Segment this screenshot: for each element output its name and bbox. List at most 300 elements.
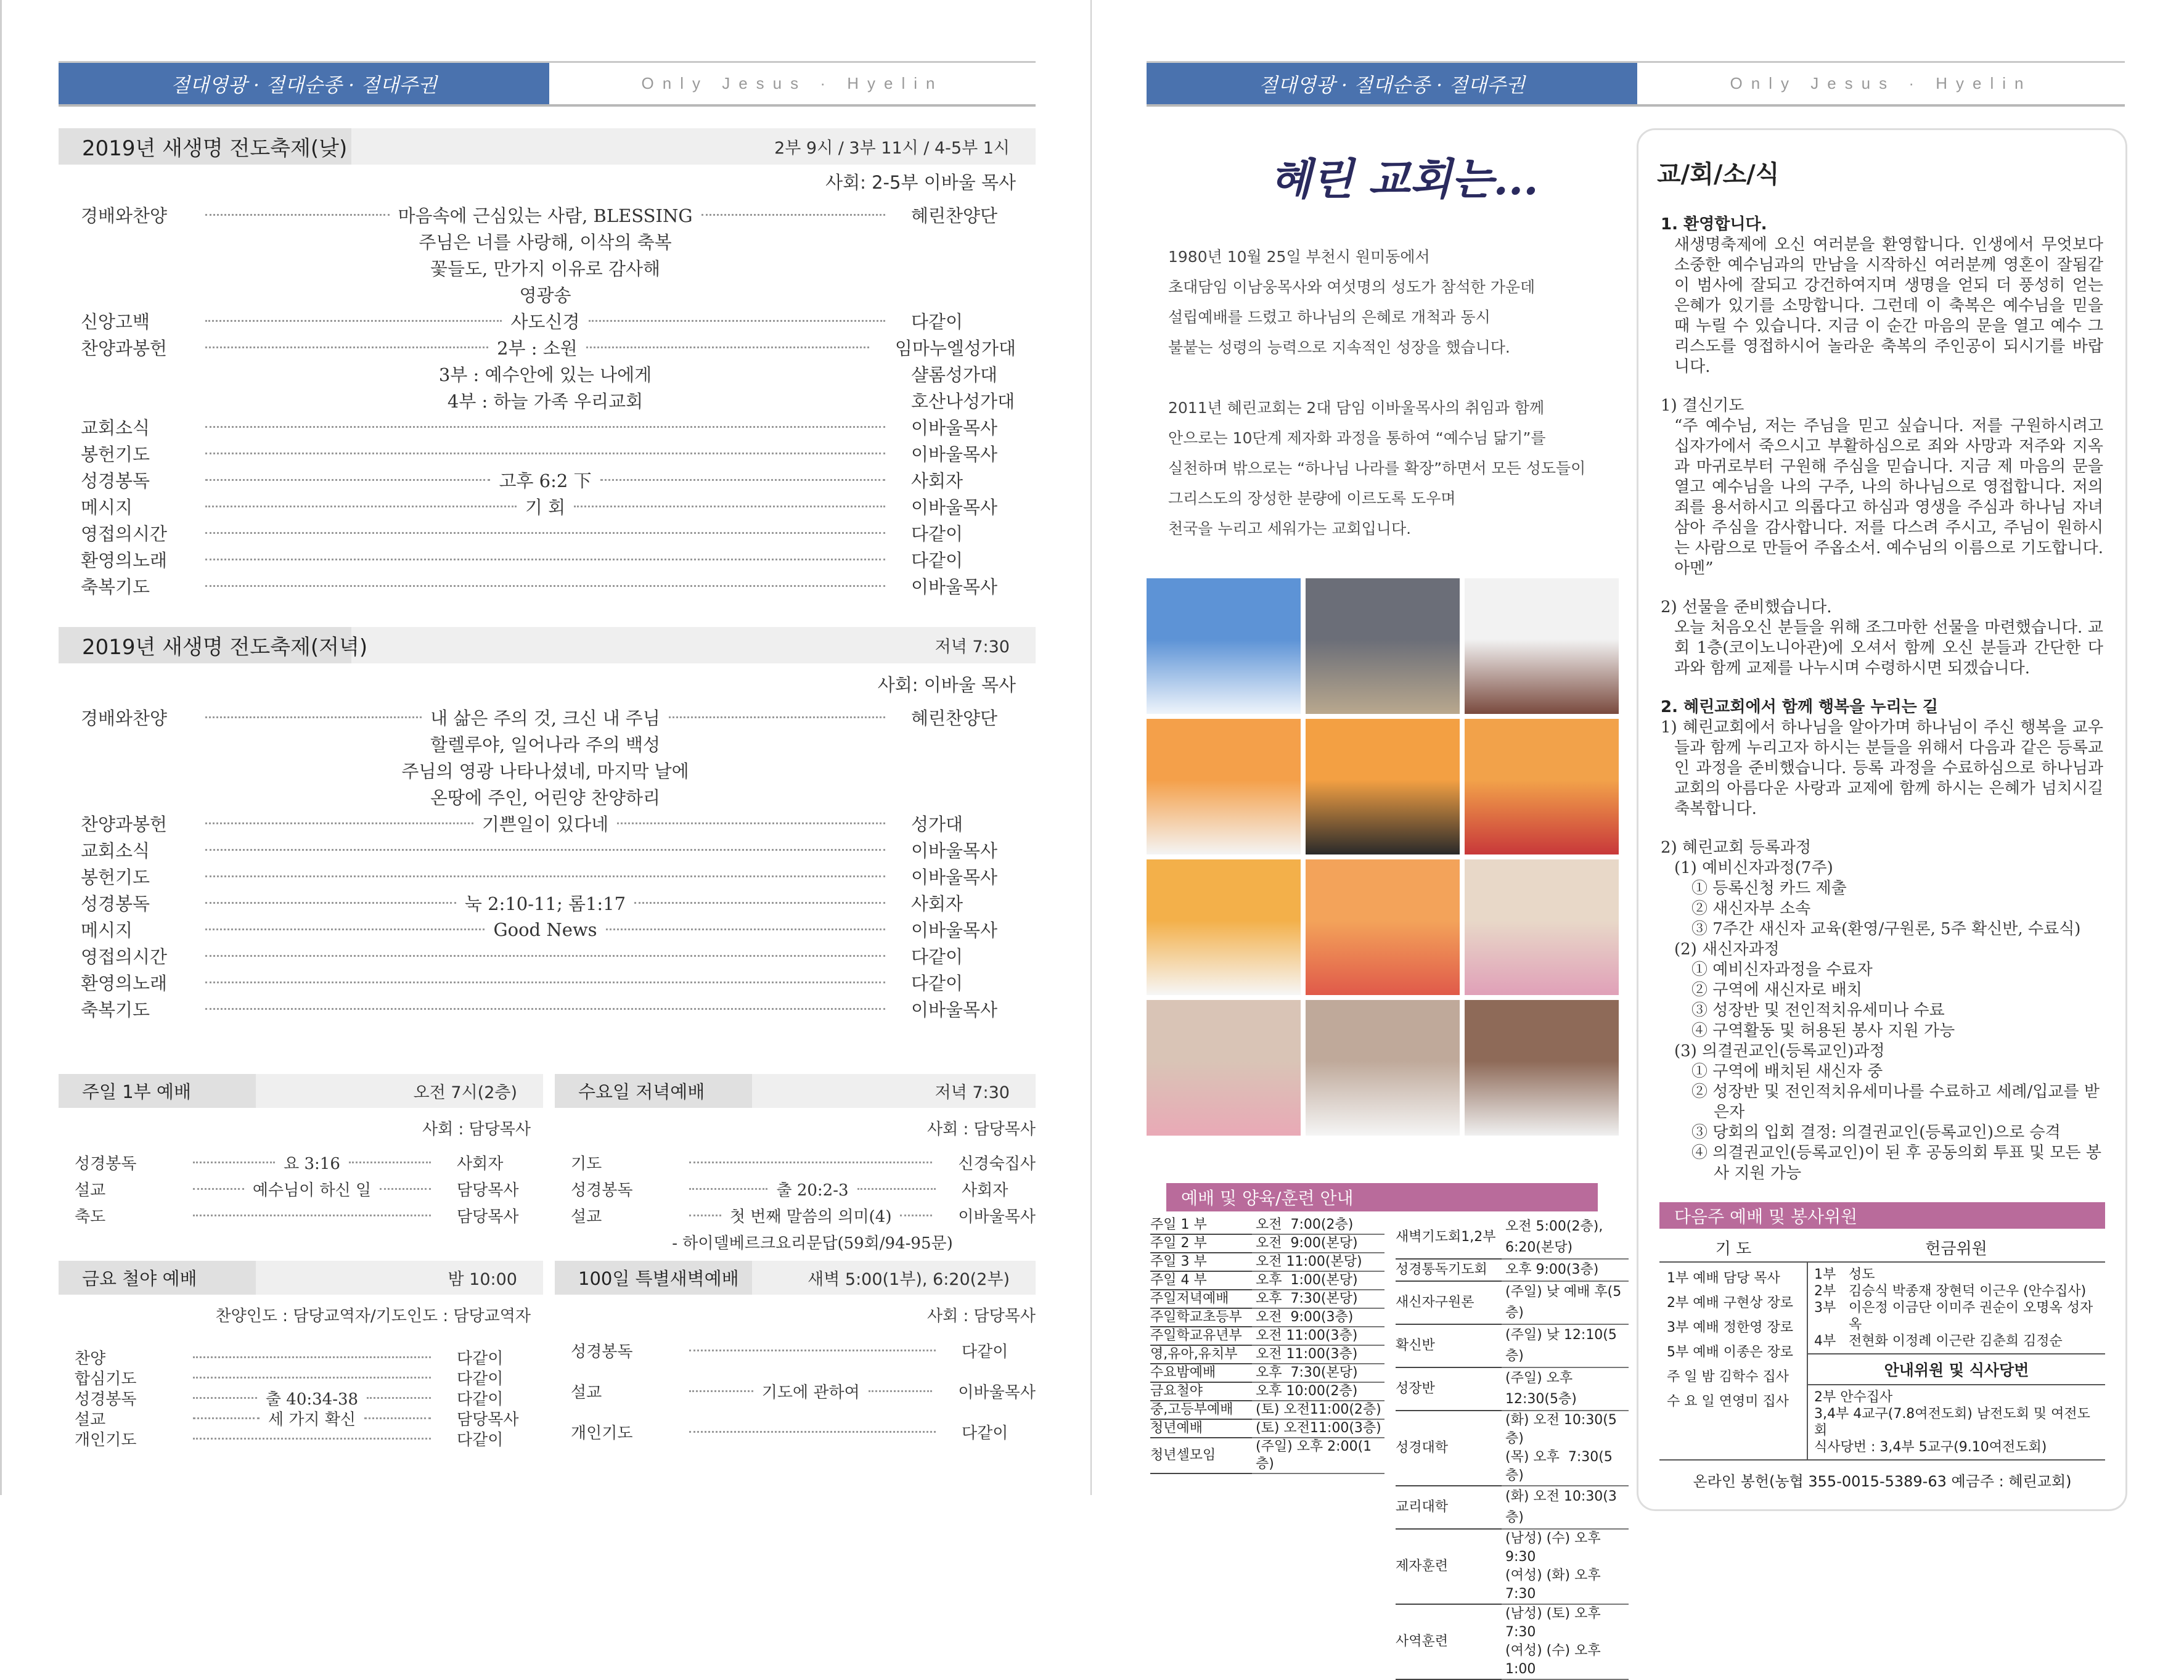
row-label: 봉헌기도: [81, 444, 150, 465]
host: 사회 : 담당목사: [927, 1307, 1036, 1326]
row-person: 사회자: [911, 470, 963, 491]
row-person: [911, 258, 1016, 279]
intro-line: 실천하며 밖으로는 “하나님 나라를 확장”하면서 모든 성도들이: [1168, 459, 1586, 477]
intro-line: 2011년 혜린교회는 2대 담임 이바울목사의 취임과 함께: [1168, 399, 1545, 417]
program-row: [75, 1202, 531, 1229]
row-content: 할렐루야, 일어나라 주의 백성: [430, 734, 661, 755]
photo-mother-daughter: [1147, 719, 1301, 854]
row-label: 찬양과봉헌: [81, 814, 168, 835]
row-person: 다같이: [911, 311, 963, 332]
leader-dots: [869, 1390, 933, 1392]
host: 찬양인도 : 담당교역자/기도인도 : 담당교역자: [215, 1307, 531, 1326]
program-row: [81, 943, 1016, 969]
course-step: ③ 성장반 및 전인적치유세미나 수료: [1691, 1001, 1945, 1020]
schedule-time: (여성) (화) 오후 7:30: [1505, 1568, 1605, 1602]
schedule-box: [1150, 1183, 1629, 1680]
row-label: 축도: [75, 1208, 106, 1226]
schedule-row: [1396, 1605, 1629, 1680]
schedule-row: [1396, 1530, 1629, 1605]
row-label: 설교: [75, 1181, 106, 1200]
schedule-row: [1396, 1411, 1629, 1486]
schedule-name: 주일 2 부: [1150, 1235, 1252, 1253]
row-person: [911, 734, 1016, 755]
row-content: 온땅에 주인, 어린양 찬양하리: [430, 787, 661, 808]
schedule-time: (토) 오전11:00(2층): [1256, 1402, 1381, 1417]
section-title: 100일 특별새벽예배: [555, 1261, 752, 1295]
row-person: 다같이: [457, 1370, 504, 1388]
motto: 절대영광 · 절대순종 · 절대주권: [1147, 63, 1637, 104]
usher-list: [1807, 1385, 2105, 1460]
row-person: 이바울목사: [911, 999, 998, 1020]
program-row: [81, 334, 1016, 361]
row-label: 메시지: [81, 920, 133, 941]
program-row: [571, 1202, 1036, 1229]
program-row: [75, 1367, 531, 1388]
offering-row: [1814, 1333, 2099, 1350]
prayer-list: [1659, 1262, 1807, 1460]
schedule-name: 새벽기도회1,2부: [1396, 1216, 1502, 1260]
row-label: 경배와찬양: [81, 205, 168, 226]
schedule-name: 주일 3 부: [1150, 1253, 1252, 1272]
schedule-name: 주일저녁예배: [1150, 1290, 1252, 1309]
schedule-name: 청년예배: [1150, 1420, 1252, 1438]
row-person: 이바울목사: [958, 1208, 1036, 1226]
row-label: 설교: [75, 1411, 106, 1429]
leader-dots: [193, 1377, 431, 1379]
leader-dots: [205, 346, 488, 348]
row-content: 마음속에 근심있는 사람, BLESSING: [398, 205, 693, 226]
leader-dots: [701, 214, 886, 216]
row-content: Good News: [493, 919, 597, 940]
program-row: [571, 1176, 1036, 1202]
section-bar: [555, 1261, 1036, 1295]
news-sub1-heading: 1) 결신기도: [1661, 396, 1744, 415]
program-row: [81, 414, 1016, 440]
row-label: 영접의시간: [81, 523, 168, 544]
photo-family: [1465, 719, 1619, 854]
row-person: 이바울목사: [911, 417, 998, 438]
row-person: 담당목사: [457, 1181, 519, 1200]
program-row: [75, 1428, 531, 1449]
row-label: 성경봉독: [81, 893, 150, 914]
program-row: [81, 996, 1016, 1022]
schedule-name: 금요철야: [1150, 1383, 1252, 1401]
course-heading: (1) 예비신자과정(7주): [1674, 859, 1833, 877]
section-title: 2019년 새생명 전도축제(저녁): [59, 627, 351, 663]
row-label: 기도: [571, 1155, 602, 1173]
row-person: [911, 760, 1016, 781]
course-step: ① 구역에 배치된 새신자 중: [1691, 1062, 1883, 1081]
schedule-time: (목) 오후 7:30(5층): [1505, 1449, 1613, 1483]
section-time: 저녁 7:30: [935, 637, 1010, 657]
prayer-assignee: 수 요 일 연영미 집사: [1667, 1394, 1789, 1409]
leader-dots: [689, 1215, 721, 1216]
program-row: [571, 1411, 1036, 1452]
row-label: 영접의시간: [81, 946, 168, 967]
page-edge: [0, 0, 2, 1495]
row-person: 임마누엘성가대: [894, 338, 1016, 359]
tagline: Only Jesus · Hyelin: [641, 74, 944, 92]
left-header: [59, 61, 1036, 107]
schedule-time: 오후 10:00(2층): [1256, 1383, 1358, 1399]
leader-dots: [205, 1008, 885, 1010]
photo-woman-girl: [1306, 719, 1460, 854]
friday-service: [59, 1261, 543, 1449]
section-time: 저녁 7:30: [935, 1083, 1010, 1102]
wednesday-service: [555, 1074, 1036, 1255]
row-person: 사회자: [962, 1181, 1008, 1200]
schedule-time: (여성) (수) 오후 1:00: [1505, 1643, 1605, 1677]
schedule-time: (주일) 낮 12:10(5층): [1505, 1327, 1617, 1364]
row-label: 합심기도: [75, 1370, 137, 1388]
photo-praise-2: [1306, 1000, 1460, 1136]
schedule-row: [1150, 1235, 1384, 1253]
row-label: [81, 231, 179, 252]
leader-dots: [689, 1431, 936, 1433]
row-label: 환영의노래: [81, 973, 168, 994]
row-label: 개인기도: [571, 1424, 633, 1443]
course-step: ③ 당회의 입회 결정: 의결권교인(등록교인)으로 승격: [1691, 1123, 2061, 1142]
offering-heading: 헌금위원: [1925, 1240, 1987, 1258]
program-row: [81, 493, 1016, 520]
leader-dots: [380, 1188, 431, 1190]
row-person: 이바울목사: [911, 867, 998, 888]
row-person: 다같이: [457, 1390, 504, 1409]
program-row: [571, 1330, 1036, 1371]
offering-names: 전현화 이정례 이근란 김춘희 김정순: [1849, 1334, 2063, 1349]
program-row: [81, 546, 1016, 573]
program-row: [81, 255, 1016, 281]
prayer-assignee: 5부 예배 이종은 장로: [1667, 1345, 1793, 1360]
schedule-row: [1150, 1216, 1384, 1235]
program-row: [81, 784, 1016, 810]
leader-dots: [193, 1215, 431, 1216]
course-step: ② 새신자부 소속: [1691, 899, 1811, 918]
leader-dots: [857, 1188, 936, 1190]
intro-line: 천국을 누리고 세워가는 교회입니다.: [1168, 520, 1412, 538]
section-bar: [59, 128, 1036, 165]
row-label: [81, 258, 179, 279]
row-label: 성경봉독: [571, 1181, 633, 1200]
program-row: [75, 1149, 531, 1176]
leader-dots: [205, 559, 885, 560]
offering-row: [1814, 1283, 2099, 1300]
row-person: 이바울목사: [911, 920, 998, 941]
leader-dots: [193, 1188, 244, 1190]
news-sub2-heading: 2) 선물을 준비했습니다.: [1661, 598, 1832, 617]
row-content: 4부 : 하늘 가족 우리교회: [447, 391, 644, 412]
row-person: [911, 787, 1016, 808]
program-row: [81, 228, 1016, 255]
usher-line: 3,4부 4교구(7.8여전도회) 남전도회 및 여전도회: [1814, 1406, 2090, 1438]
program-row: [81, 837, 1016, 863]
row-label: 환영의노래: [81, 550, 168, 571]
row-label: [81, 787, 179, 808]
row-label: [81, 390, 179, 411]
schedule-time: (주일) 오후 12:30(5층): [1505, 1371, 1577, 1407]
leader-dots: [205, 453, 885, 454]
leader-dots: [689, 1188, 767, 1190]
intro-line: 안으로는 10단계 제자화 과정을 통하여 “예수님 닮기”를: [1168, 429, 1546, 447]
host: 사회 : 담당목사: [422, 1120, 531, 1139]
schedule-time: (남성) (수) 오후 9:30: [1505, 1531, 1605, 1565]
row-person: 사회자: [457, 1155, 504, 1173]
row-label: 성경봉독: [75, 1390, 137, 1409]
program-row: [81, 467, 1016, 493]
leader-dots: [205, 822, 473, 824]
schedule-name: 새신자구원론: [1396, 1282, 1502, 1325]
photo-grid: [1147, 578, 1619, 1136]
row-label: 찬양: [75, 1350, 106, 1368]
row-label: 봉헌기도: [81, 867, 150, 888]
row-person: 다같이: [457, 1350, 504, 1368]
prayer-assignee: 1부 예배 담당 목사: [1667, 1271, 1780, 1286]
leader-dots: [205, 902, 456, 904]
section-time: 오전 7시(2층): [413, 1083, 517, 1102]
course-step: ② 구역에 새신자로 배치: [1691, 981, 1862, 999]
schedule-name: 교리대학: [1396, 1486, 1502, 1530]
program-row: [81, 731, 1016, 757]
schedule-name: 주일학교초등부: [1150, 1309, 1252, 1327]
offering-part: 4부: [1814, 1334, 1836, 1349]
course-step: ① 등록신청 카드 제출: [1691, 879, 1847, 898]
schedule-name: 사역훈련: [1396, 1605, 1502, 1680]
section-bar: [555, 1074, 1036, 1108]
leader-dots: [205, 214, 390, 216]
row-label: 메시지: [81, 497, 133, 518]
schedule-row: [1150, 1309, 1384, 1327]
schedule-name: 주일학교유년부: [1150, 1327, 1252, 1346]
row-person: 이바울목사: [911, 444, 998, 465]
row-person: 이바울목사: [911, 840, 998, 861]
row-person: 혜린찬양단: [911, 205, 998, 226]
prayer-assignee: 3부 예배 정한영 장로: [1667, 1320, 1793, 1335]
section-time: 밤 10:00: [448, 1270, 517, 1289]
program-row: [571, 1371, 1036, 1411]
offering-names: 이은정 이금단 이미주 권순이 오명옥 성자옥: [1849, 1300, 2093, 1332]
schedule-time: 오전 7:00(2층): [1256, 1217, 1354, 1232]
schedule-time: 오후 7:30(본당): [1256, 1365, 1358, 1380]
schedule-name: 수요밤예배: [1150, 1364, 1252, 1383]
section-title: 수요일 저녁예배: [555, 1074, 752, 1108]
section-title: 금요 철야 예배: [59, 1261, 256, 1295]
row-person: 이바울목사: [958, 1383, 1036, 1402]
row-label: 성경봉독: [75, 1155, 137, 1173]
leader-dots: [205, 585, 885, 587]
intro-line: 설립예배를 드렸고 하나님의 은혜로 개척과 동시: [1168, 308, 1491, 326]
photo-white-choir: [1147, 859, 1301, 995]
row-label: 교회소식: [81, 417, 150, 438]
row-content: 요 3:16: [284, 1155, 340, 1173]
leader-dots: [205, 426, 885, 428]
schedule-time: 오전 5:00(2층), 6:20(본당): [1505, 1219, 1608, 1255]
row-label: 교회소식: [81, 840, 150, 861]
next-week-box: [1659, 1184, 2105, 1491]
photo-sermon: [1306, 578, 1460, 714]
schedule-row: [1150, 1290, 1384, 1309]
leader-dots: [589, 320, 885, 322]
section-time: 새벽 5:00(1부), 6:20(2부): [808, 1270, 1010, 1289]
program-row: [81, 916, 1016, 943]
photo-church-building: [1147, 578, 1301, 714]
leader-dots: [193, 1356, 431, 1358]
program-row: [81, 361, 1016, 387]
news-courses-heading: 2) 혜린교회 등록과정: [1661, 838, 1812, 857]
schedule-time: (토) 오전11:00(3층): [1256, 1420, 1381, 1436]
schedule-title: 예배 및 양육/훈련 안내: [1166, 1183, 1598, 1211]
row-content: 꽃들도, 만가지 이유로 감사해: [430, 258, 661, 279]
schedule-row: [1150, 1401, 1384, 1420]
row-person: 혜린찬양단: [911, 708, 998, 729]
schedule-name: 확신반: [1396, 1325, 1502, 1368]
row-content: 첫 번째 말씀의 의미(4): [729, 1208, 892, 1226]
leader-dots: [367, 1397, 431, 1399]
intro-line: 그리스도의 장성한 분량에 이르도록 도우며: [1168, 490, 1456, 507]
schedule-name: 중,고등부예배: [1150, 1401, 1252, 1420]
row-person: 다같이: [911, 946, 963, 967]
row-label: 경배와찬양: [81, 708, 168, 729]
row-person: 다같이: [457, 1431, 504, 1449]
photo-pink-youth: [1465, 859, 1619, 995]
schedule-row: [1396, 1486, 1629, 1530]
schedule-name: 성경통독기도회: [1396, 1260, 1502, 1282]
row-content: 기 회: [525, 497, 566, 518]
row-label: 찬양과봉헌: [81, 338, 168, 359]
offering-part: 2부: [1814, 1284, 1836, 1299]
offering-names: 김승식 박종재 장현덕 이근우 (안수집사): [1849, 1284, 2087, 1299]
online-offering: 온라인 봉헌(농협 355-0015-5389-63 예금주 : 혜린교회): [1693, 1473, 2072, 1490]
leader-dots: [586, 346, 869, 348]
schedule-row: [1396, 1325, 1629, 1368]
offering-part: 1부: [1814, 1267, 1836, 1282]
program-row: [81, 520, 1016, 546]
leader-dots: [689, 1390, 753, 1392]
leader-dots: [205, 928, 485, 930]
program-row: [81, 281, 1016, 308]
row-person: 담당목사: [457, 1208, 519, 1226]
program-row: [571, 1229, 1036, 1255]
schedule-row: [1396, 1216, 1629, 1260]
section-bar: [59, 1261, 543, 1295]
leader-dots: [205, 320, 502, 322]
program-row: [81, 890, 1016, 916]
leader-dots: [205, 849, 885, 851]
row-person: 다같이: [911, 550, 963, 571]
usher-heading: 안내위원 및 식사당번: [1807, 1354, 2105, 1385]
program-row: [81, 202, 1016, 228]
row-person: [911, 284, 1016, 305]
row-person: 다같이: [962, 1342, 1008, 1361]
course-step: ③ 7주간 새신자 교육(환영/구원론, 5주 확신반, 수료식): [1691, 920, 2081, 938]
course-step: ① 예비신자과정을 수료자: [1691, 961, 1873, 979]
news-s1-text: 새생명축제에 오신 여러분을 환영합니다. 인생에서 무엇보다 소중한 예수님과의 만남을 시작하신 여러분께 영혼이 잘됨같이 범사에 잘되고 강건하여지며 생명을 얻되 더 풍성히 얻는 은혜가 있기를 소망합니다. 그런데 이 축복은 예수님을 믿을 때 누릴 수 있습니다. 지금 이 순간 마음의 문을 열고 예수 그리스도를 영접하시어 놀라운 축복의 주인공이 되시기를 바랍니다.: [1674, 236, 2103, 376]
row-content: 예수님이 하신 일: [252, 1181, 372, 1200]
section-title: 주일 1부 예배: [59, 1074, 256, 1108]
day-festival-section: [59, 128, 1036, 599]
program-row: [571, 1149, 1036, 1176]
leader-dots: [574, 506, 885, 507]
leader-dots: [205, 532, 885, 534]
leader-dots: [205, 479, 490, 481]
course-heading: (3) 의결권교인(등록교인)과정: [1674, 1042, 1885, 1060]
row-content: - 하이델베르크요리문답(59회/94-95문): [672, 1234, 953, 1253]
schedule-row: [1396, 1368, 1629, 1411]
host: 사회: 이바울 목사: [877, 674, 1016, 695]
program-row: [75, 1388, 531, 1408]
row-person: 사회자: [911, 893, 963, 914]
leader-dots: [689, 1350, 936, 1351]
program-row: [81, 573, 1016, 599]
row-label: [571, 1233, 663, 1252]
schedule-row: [1150, 1383, 1384, 1401]
photo-choir: [1465, 578, 1619, 714]
schedule-time: 오전 11:00(본당): [1256, 1254, 1362, 1269]
row-content: 2부 : 소원: [497, 338, 578, 359]
schedule-time: 오후 9:00(3층): [1505, 1262, 1599, 1277]
schedule-time: (화) 오전 10:30(5층): [1505, 1412, 1617, 1446]
row-content: 사도신경: [510, 311, 580, 332]
row-content: 출 40:34-38: [265, 1390, 359, 1409]
leader-dots: [193, 1417, 260, 1419]
leader-dots: [606, 928, 885, 930]
photo-praise-1: [1147, 1000, 1301, 1136]
program-row: [81, 387, 1016, 414]
schedule-name: 영,유아,유치부: [1150, 1346, 1252, 1364]
schedule-name: 주일 1 부: [1150, 1216, 1252, 1235]
row-content: 주님의 영광 나타나셨네, 마지막 날에: [401, 761, 689, 782]
evening-festival-section: [59, 627, 1036, 1022]
schedule-row: [1150, 1272, 1384, 1290]
row-label: 개인기도: [75, 1431, 137, 1449]
row-person: 호산나성가대: [911, 391, 1015, 412]
row-person: 다같이: [911, 523, 963, 544]
section-bar: [59, 1074, 543, 1108]
section-time: 2부 9시 / 3부 11시 / 4-5부 1시: [774, 139, 1010, 158]
row-content: 눅 2:10-11; 롬1:17: [464, 893, 626, 914]
schedule-row: [1150, 1346, 1384, 1364]
course-step: ④ 구역활동 및 허용된 봉사 지원 가능: [1691, 1022, 1955, 1040]
usher-line: 2부 안수집사: [1814, 1390, 1893, 1405]
row-person: 다같이: [911, 973, 963, 994]
intro-line: 불붙는 성령의 능력으로 지속적인 성장을 했습니다.: [1168, 338, 1510, 356]
news-title: 교/회/소/식: [1657, 160, 1780, 189]
row-content: 3부 : 예수안에 있는 나에게: [438, 364, 652, 385]
intro-line: 1980년 10월 25일 부천시 원미동에서: [1168, 248, 1430, 266]
row-person: 신경숙집사: [958, 1155, 1036, 1173]
page-fold: [1090, 0, 1092, 1495]
leader-dots: [205, 981, 885, 983]
row-label: 신앙고백: [81, 311, 150, 332]
row-person: 담당목사: [457, 1411, 519, 1429]
motto: 절대영광 · 절대순종 · 절대주권: [59, 63, 549, 104]
schedule-row: [1150, 1420, 1384, 1438]
church-news: [1637, 128, 2127, 1511]
row-person: 이바울목사: [911, 576, 998, 597]
leader-dots: [669, 716, 885, 718]
program-row: [81, 969, 1016, 996]
photo-praise-3: [1465, 1000, 1619, 1136]
row-label: 성경봉독: [81, 470, 150, 491]
schedule-name: 성경대학: [1396, 1411, 1502, 1486]
schedule-row: [1150, 1364, 1384, 1383]
row-person: 이바울목사: [911, 497, 998, 518]
news-s2-heading: 2. 혜린교회에서 함께 행복을 누리는 길: [1661, 698, 1938, 716]
intro-text: [1168, 242, 1630, 544]
offering-list: [1807, 1262, 2105, 1354]
prayer-heading: 기 도: [1715, 1240, 1752, 1258]
leader-dots: [634, 902, 885, 904]
row-person: [962, 1233, 1036, 1252]
